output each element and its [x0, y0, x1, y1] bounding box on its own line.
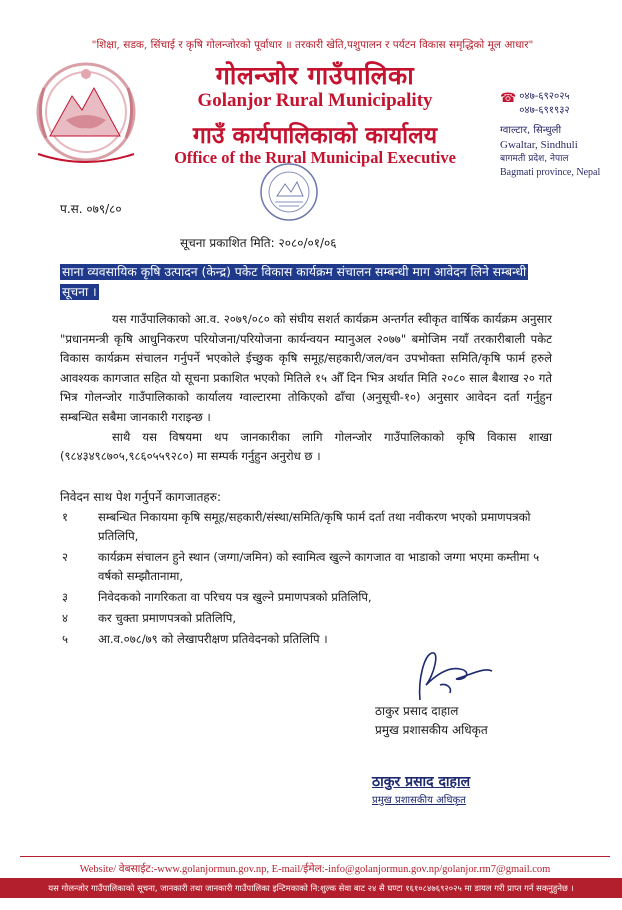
list-item-number: २	[62, 550, 69, 564]
phone-2: ०४७-६९१९३२	[519, 105, 570, 116]
address-nepali: ग्वाल्टार, सिन्धुली	[500, 125, 562, 136]
municipality-title-english: Golanjor Rural Municipality	[197, 90, 433, 111]
notice-published-date: सूचना प्रकाशित मिति: २०८०/०१/०६	[180, 236, 337, 250]
contact-block	[500, 90, 615, 180]
phone-1: ०४७-६९२०२५	[519, 91, 570, 102]
footer-website-email: Website/ वेबसाईट:-www.golanjormun.gov.np, E-mail/ईमेल:-info@golanjormun.gov.np/golanjor.rm7@gmail.com	[79, 864, 551, 875]
province-nepali: बागमती प्रदेश, नेपाल	[500, 154, 569, 164]
list-item-text: कार्यक्रम संचालन हुने स्थान (जग्गा/जमिन) को स्वामित्व खुल्ने कागजात वा भाडाको जग्गा भएमा कम्तीमा ५ वर्षको सम्झौतानामा,	[98, 550, 540, 583]
list-item-number: ५	[62, 632, 69, 646]
notice-subject-text: साना व्यवसायिक कृषि उत्पादन (केन्द्र) पकेट विकास कार्यक्रम संचालन सम्बन्धी माग आवेदन लिने सम्बन्धी सूचना ।	[62, 265, 527, 299]
list-item-text: सम्बन्धित निकायमा कृषि समूह/सहकारी/संस्था/समिति/कृषि फार्म दर्ता तथा नवीकरण भएको प्रमाणपत्रको प्रतिलिपि,	[98, 510, 531, 543]
header-motto: "शिक्षा, सडक, सिंचाई र कृषि गोलन्जोरको पूर्वाधार ॥ तरकारी खेति,पशुपालन र पर्यटन विकास समृद्धिको मूल आधार"	[91, 39, 534, 51]
required-docs-list	[60, 508, 560, 651]
province-english: Bagmati province, Nepal	[500, 167, 601, 178]
office-seal-stamp	[255, 158, 323, 226]
reference-number: प.स. ०७९/८०	[60, 202, 122, 216]
list-item-number: ३	[62, 590, 69, 604]
name-stamp	[372, 772, 492, 820]
body-paragraph-1: यस गाउँपालिकाको आ.व. २०७९/०८० को संघीय सशर्त कार्यक्रम अन्तर्गत स्वीकृत वार्षिक कार्यक्रम अनुसार "प्रधानमन्त्री कृषि आधुनिकरण परियोजना/परियोजना कार्यन्वयन म्यानुअल २०७७" बमोजिम नयाँ तरकारीबाली पकेट विकास कार्यक्रम संचालन गर्नुपर्ने भएकोले ईच्छुक कृषि समूह/सहकारी/जल/वन उपभोक्ता समिति/कृषि फार्म हरुले आवश्यक कागजात सहित यो सूचना प्रकाशित भएको मितिले १५ औँ दिन भित्र अर्थात मिति २०८० साल बैशाख २० गते भित्र गोलन्जोर गाउँपालिकाको कार्यालय ग्वाल्टारमा तोकिएको ढाँचा (अनुसूची-१०) अनुसार आवेदन दर्ता गर्नुहुन सम्बन्धित सबैमा जानकारी गराइन्छ ।	[60, 312, 552, 424]
notice-subject	[60, 262, 550, 302]
list-item	[60, 588, 560, 607]
list-item-text: आ.व.०७८/७९ को लेखापरीक्षण प्रतिवेदनको प्रतिलिपि ।	[98, 632, 328, 646]
list-item-text: निवेदकको नागरिकता वा परिचय पत्र खुल्ने प्रमाणपत्रको प्रतिलिपि,	[98, 590, 372, 604]
signatory-title: प्रमुख प्रशासकीय अधिकृत	[375, 723, 488, 737]
footer-note-bar: यस गोलन्जोर गाउँपालिकाको सूचना, जानकारी तथा जानकारी गाउँपालिका इन्टिमकाको नि:शुल्क सेवा बाट २४ सै घण्टा १६१०८४७६९२०२५ मा डायल गरी प्राप्त गर्न सकनुहुनेछ ।	[0, 878, 622, 898]
phone-icon: ☎	[500, 91, 517, 106]
office-title-english: Office of the Rural Municipal Executive	[174, 148, 456, 167]
handwritten-signature	[380, 645, 500, 705]
address-english: Gwaltar, Sindhuli	[500, 139, 578, 151]
signatory-name: ठाकुर प्रसाद दाहाल	[375, 704, 459, 718]
list-item-text: कर चुक्ता प्रमाणपत्रको प्रतिलिपि,	[98, 611, 237, 625]
notice-body	[60, 310, 552, 467]
phone-numbers	[519, 90, 569, 118]
stamp-title: प्रमुख प्रशासकीय अधिकृत	[372, 795, 466, 806]
nepal-emblem-logo	[20, 58, 152, 166]
stamp-name: ठाकुर प्रसाद दाहाल	[372, 774, 471, 790]
list-item-number: १	[62, 510, 69, 524]
required-docs-heading: निवेदन साथ पेश गर्नुपर्ने कागजातहरु:	[60, 490, 222, 504]
list-item	[60, 609, 560, 628]
list-item	[60, 508, 560, 546]
phone-row	[500, 90, 615, 118]
office-title-nepali: गाउँ कार्यपालिकाको कार्यालय	[192, 123, 438, 149]
body-paragraph-2: साथै यस विषयमा थप जानकारीका लागि गोलन्जोर गाउँपालिकाको कृषि विकास शाखा (९८४३४९८७०५,९८६०५५९२८०) मा सम्पर्क गर्नुहुन अनुरोध छ ।	[60, 429, 552, 464]
municipality-title-nepali: गोलन्जोर गाउँपालिका	[215, 61, 415, 90]
list-item-number: ४	[62, 611, 69, 625]
footer-divider	[20, 856, 610, 857]
list-item	[60, 548, 560, 586]
